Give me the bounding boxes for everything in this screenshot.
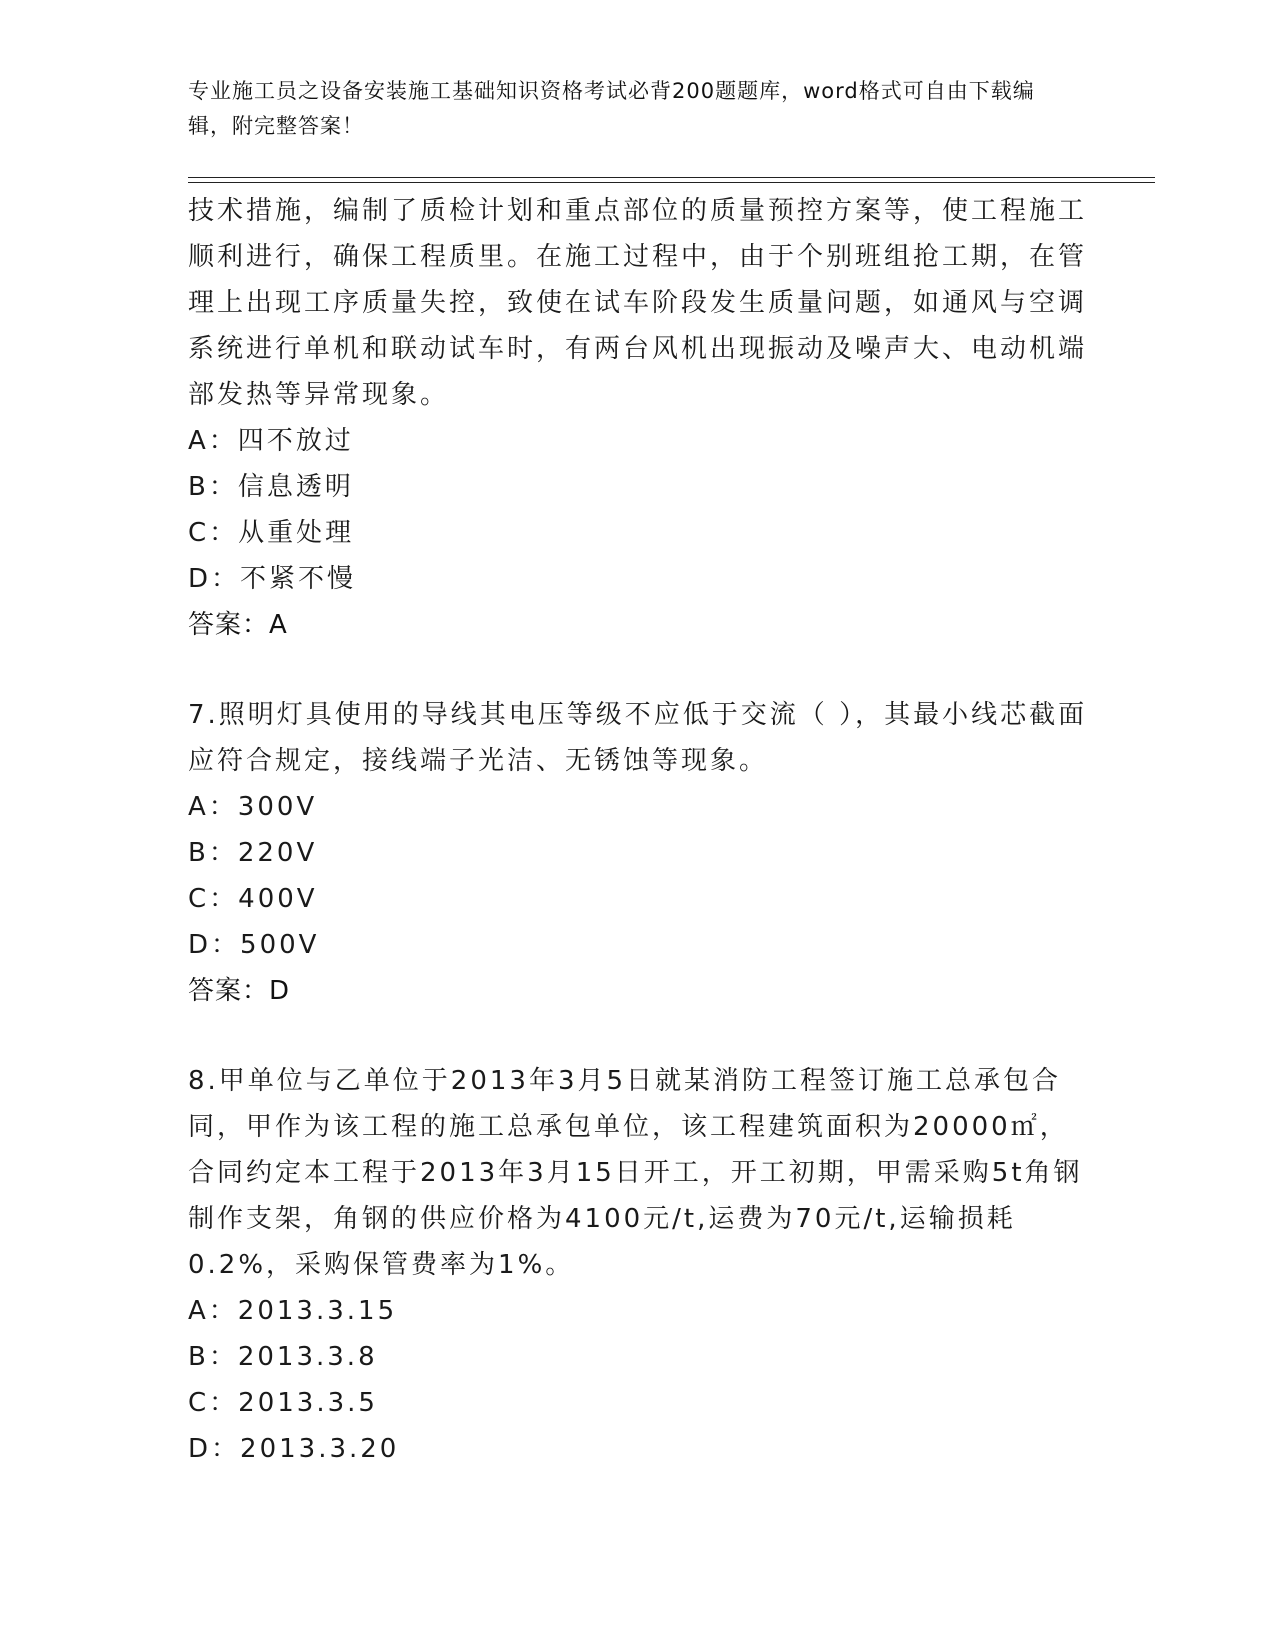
answer-line: 答案：D xyxy=(188,976,291,1006)
option-a: A：300V xyxy=(188,792,318,822)
question-8 xyxy=(188,1058,1088,1472)
question-text: 7.照明灯具使用的导线其电压等级不应低于交流（ ），其最小线芯截面应符合规定，接线端子光洁、无锈蚀等现象。 xyxy=(188,700,1088,776)
option-d: D：500V xyxy=(188,930,320,960)
spacer xyxy=(188,1014,1088,1058)
option-c: C：从重处理 xyxy=(188,518,355,548)
document-body xyxy=(188,188,1088,1472)
question-continued xyxy=(188,188,1088,648)
option-d: D：不紧不慢 xyxy=(188,564,357,594)
header-rule-top xyxy=(188,177,1155,178)
option-b: B：2013.3.8 xyxy=(188,1342,378,1372)
header-rule-bottom xyxy=(188,182,1155,183)
page-header: 专业施工员之设备安装施工基础知识资格考试必背200题题库，word格式可自由下载编辑，附完整答案！ xyxy=(188,79,1035,138)
spacer xyxy=(188,648,1088,692)
question-text: 技术措施，编制了质检计划和重点部位的质量预控方案等，使工程施工顺利进行，确保工程质里。在施工过程中，由于个别班组抢工期，在管理上出现工序质量失控，致使在试车阶段发生质量问题，如通风与空调系统进行单机和联动试车时，有两台风机出现振动及噪声大、电动机端部发热等异常现象。 xyxy=(188,196,1088,410)
answer-line: 答案：A xyxy=(188,610,288,640)
option-b: B：信息透明 xyxy=(188,472,354,502)
option-b: B：220V xyxy=(188,838,318,868)
option-c: C：2013.3.5 xyxy=(188,1388,378,1418)
question-7 xyxy=(188,692,1088,1014)
option-c: C：400V xyxy=(188,884,318,914)
option-d: D：2013.3.20 xyxy=(188,1434,400,1464)
question-text: 8.甲单位与乙单位于2013年3月5日就某消防工程签订施工总承包合同，甲作为该工程的施工总承包单位，该工程建筑面积为20000㎡，合同约定本工程于2013年3月15日开工，开工初期，甲需采购5t角钢制作支架，角钢的供应价格为4100元/t,运费为70元/t,运输损耗0.2%，采购保管费率为1%。 xyxy=(188,1066,1083,1280)
option-a: A：2013.3.15 xyxy=(188,1296,398,1326)
option-a: A：四不放过 xyxy=(188,426,354,456)
